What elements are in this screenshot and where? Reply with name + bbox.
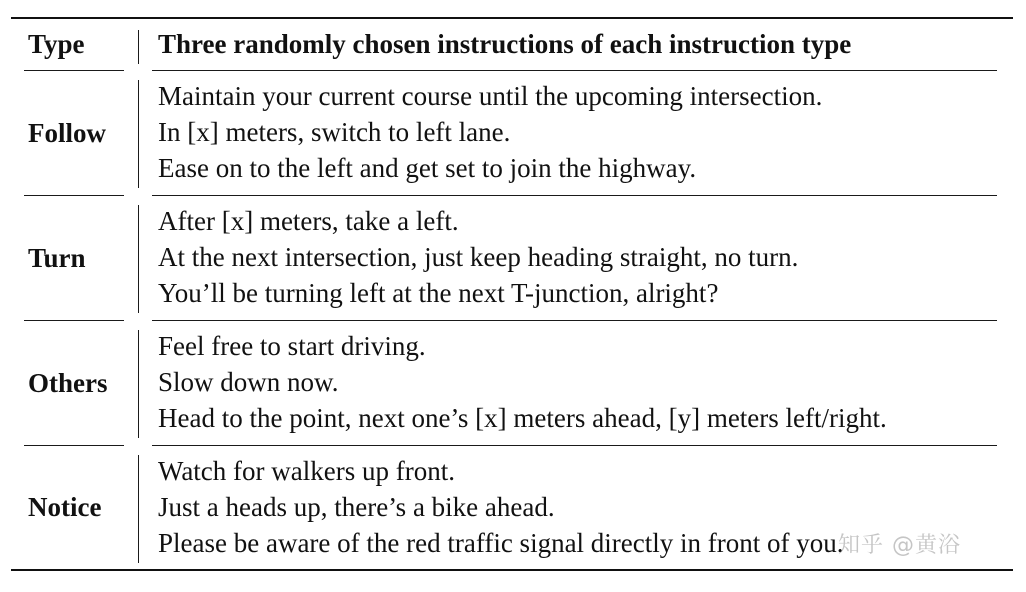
row-type-label: Others [28, 368, 108, 398]
row-type-label: Turn [28, 243, 86, 273]
watermark: 知乎 @黄浴 [838, 533, 961, 558]
instruction-text: Maintain your current course until the upcoming intersection. [158, 81, 823, 111]
instruction-text: Watch for walkers up front. [158, 456, 455, 486]
row-divider-left [24, 195, 124, 196]
instruction-text: Ease on to the left and get set to join the highway. [158, 153, 697, 183]
row-type-label: Notice [28, 492, 102, 522]
header-description-label: Three randomly chosen instructions of each instruction type [158, 29, 852, 59]
header-divider-left [24, 70, 124, 71]
row-divider-right [152, 195, 997, 196]
instruction-text: In [x] meters, switch to left lane. [158, 117, 511, 147]
instruction-text: Please be aware of the red traffic signal directly in front of you. [158, 528, 844, 558]
row-divider-right [152, 445, 997, 446]
row-divider-left [24, 445, 124, 446]
table-top-rule [11, 17, 1013, 19]
header-divider-right [152, 70, 997, 71]
table-bottom-rule [11, 569, 1013, 571]
instruction-text: Head to the point, next one’s [x] meters ahead, [y] meters left/right. [158, 403, 887, 433]
column-divider [138, 30, 139, 64]
instruction-text: Feel free to start driving. [158, 331, 426, 361]
column-divider [138, 205, 139, 313]
row-type-label: Follow [28, 118, 106, 148]
header-type-label: Type [28, 29, 85, 59]
instruction-text: Slow down now. [158, 367, 339, 397]
instruction-text: After [x] meters, take a left. [158, 206, 459, 236]
instruction-text: You’ll be turning left at the next T-junction, alright? [158, 278, 719, 308]
row-divider-left [24, 320, 124, 321]
instruction-text: At the next intersection, just keep heading straight, no turn. [158, 242, 799, 272]
column-divider [138, 80, 139, 188]
instruction-text: Just a heads up, there’s a bike ahead. [158, 492, 555, 522]
column-divider [138, 330, 139, 438]
row-divider-right [152, 320, 997, 321]
column-divider [138, 455, 139, 563]
